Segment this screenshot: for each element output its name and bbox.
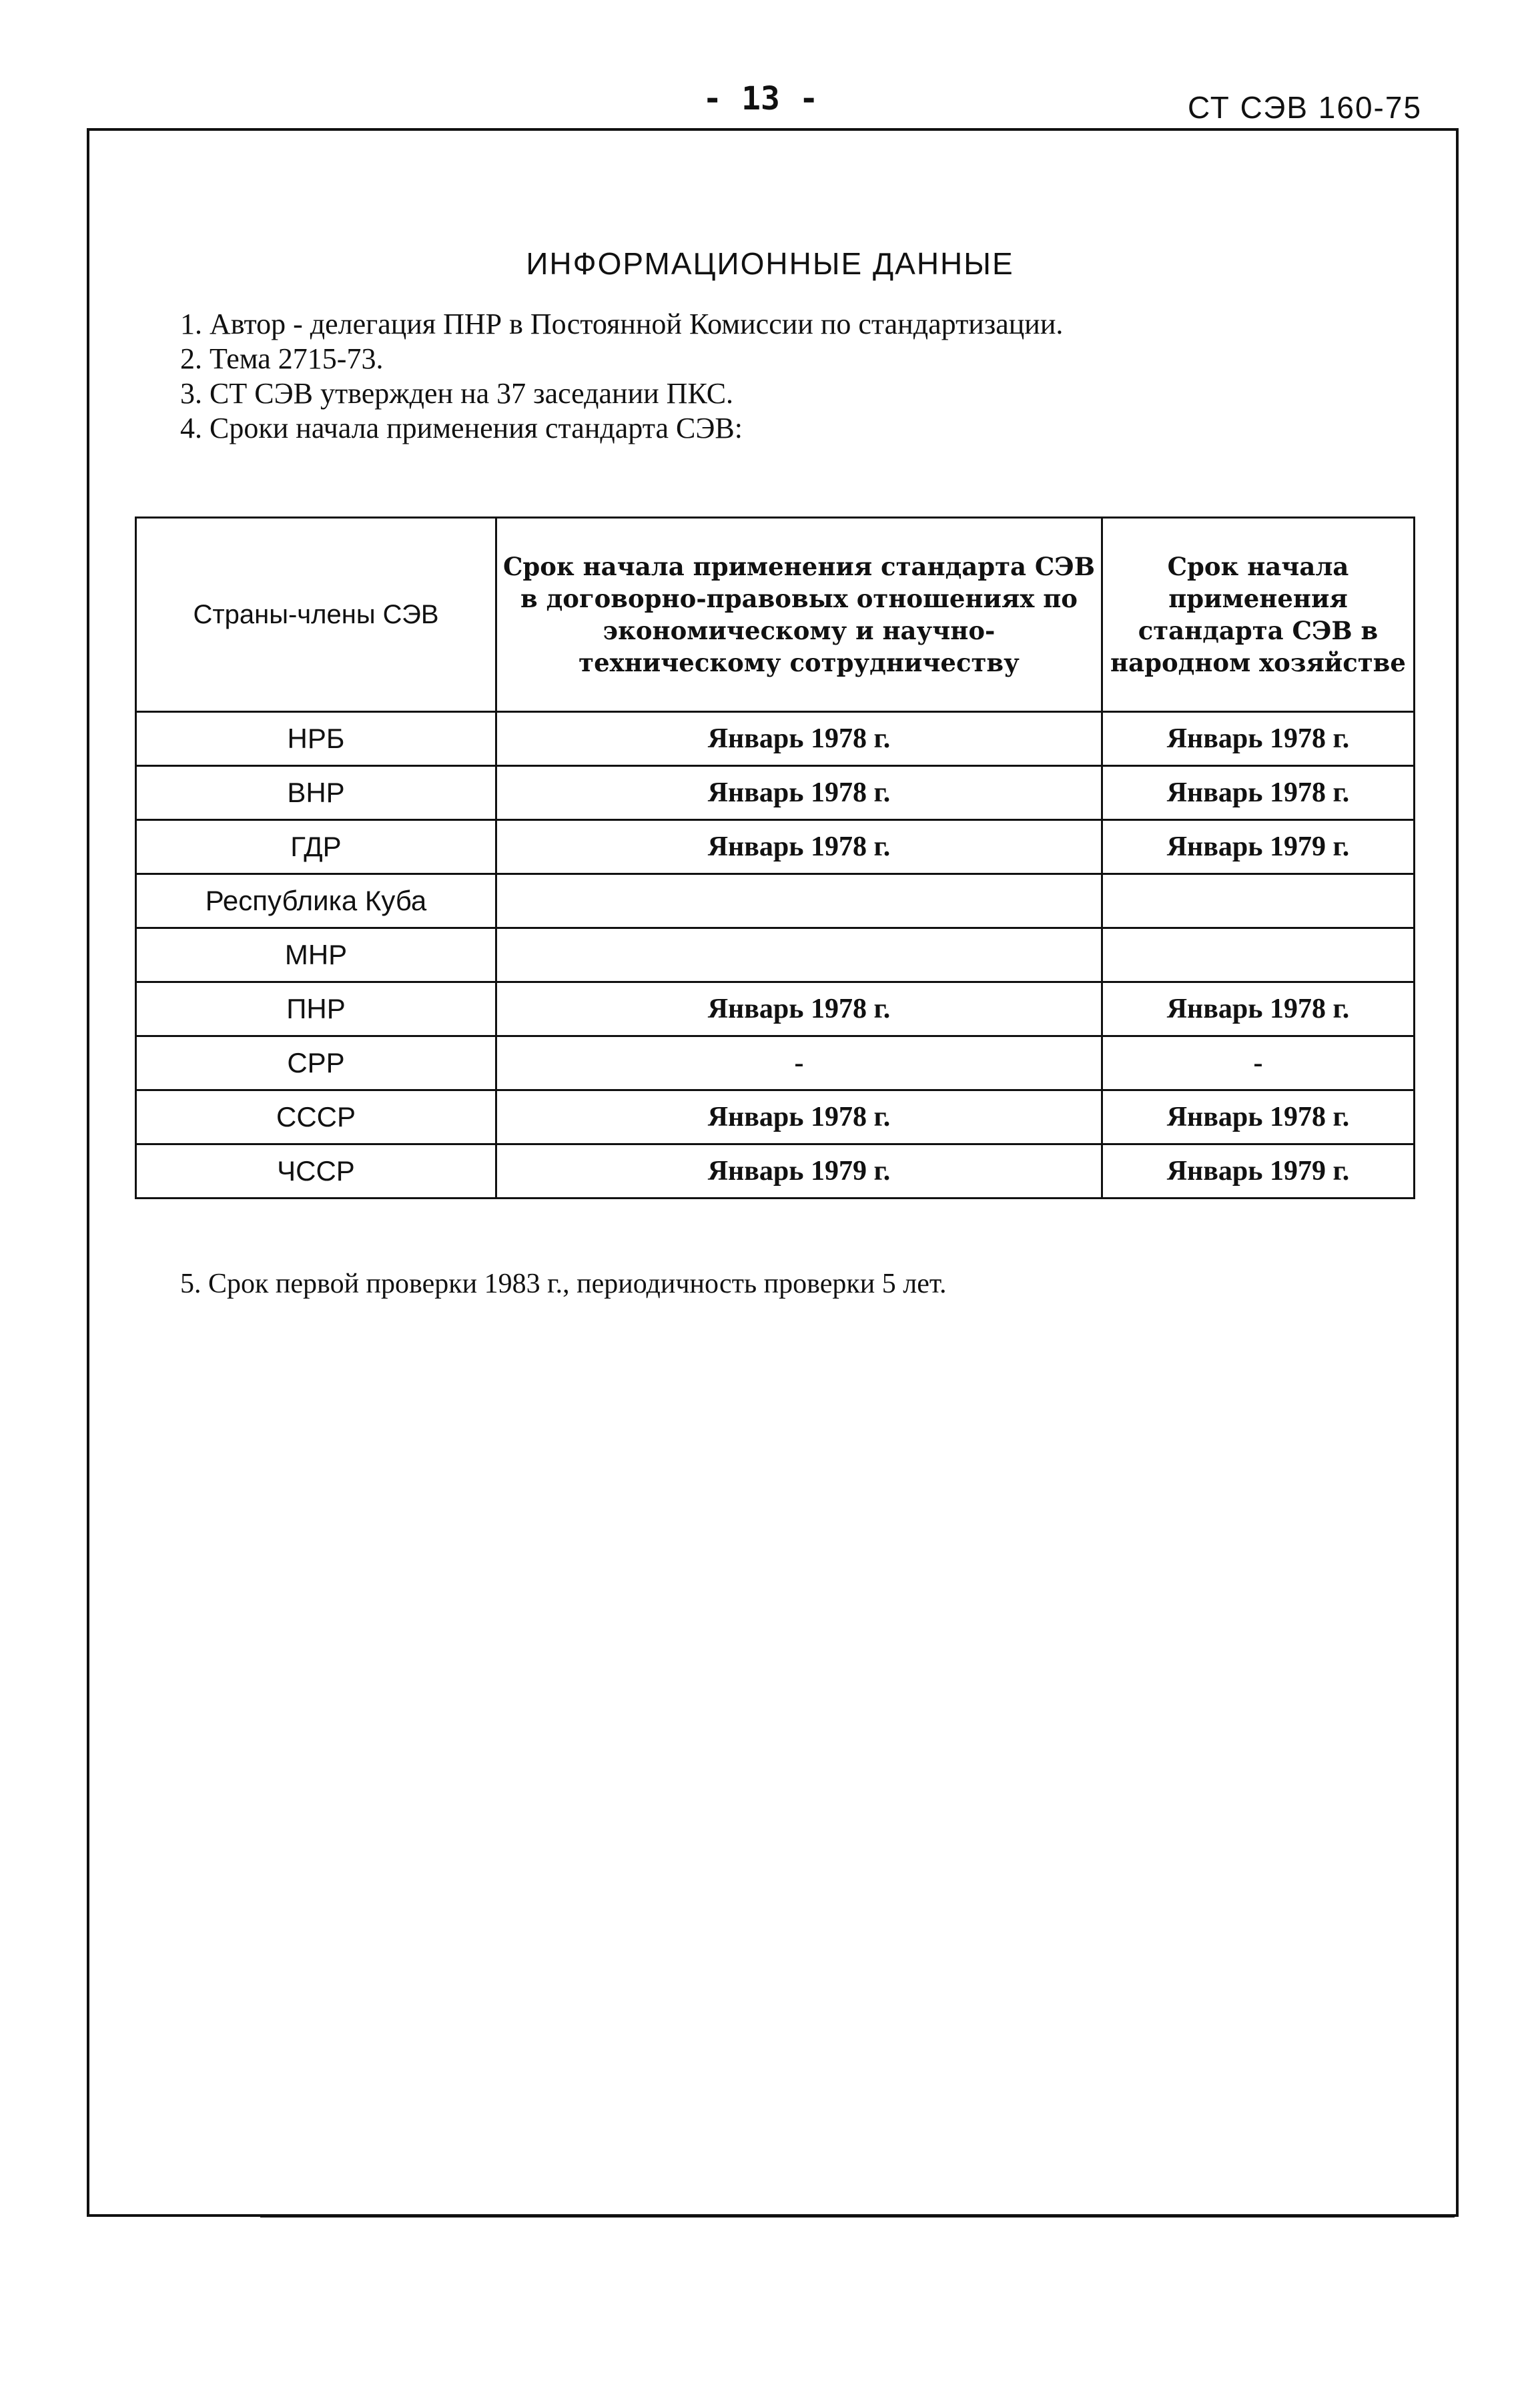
table-row xyxy=(136,766,1415,820)
table-header-row xyxy=(136,518,1415,712)
economy-date-cell: Январь 1978 г. xyxy=(1102,766,1415,820)
dates-table-wrapper xyxy=(135,517,1413,1199)
info-item-approval: 3. СТ СЭВ утвержден на 37 заседании ПКС. xyxy=(180,377,734,410)
page-title: ИНФОРМАЦИОННЫЕ ДАННЫЕ xyxy=(526,246,1014,281)
contract-date-cell xyxy=(496,874,1102,928)
economy-date-cell: Январь 1978 г. xyxy=(1102,712,1415,766)
contract-date-cell: Январь 1978 г. xyxy=(496,982,1102,1036)
info-item-dates: 4. Сроки начала применения стандарта СЭВ: xyxy=(180,412,743,444)
table-row xyxy=(136,1036,1415,1090)
header-contract-date: Срок начала применения стандарта СЭВ в договорно-правовых отношениях по экономическому и научно-техническому сотрудничеству xyxy=(496,518,1102,712)
header-economy-date: Срок начала применения стандарта СЭВ в народном хозяйстве xyxy=(1102,518,1415,712)
header-countries: Страны-члены СЭВ xyxy=(136,518,496,712)
economy-date-cell: Январь 1978 г. xyxy=(1102,982,1415,1036)
table-row xyxy=(136,982,1415,1036)
economy-date-cell: Январь 1979 г. xyxy=(1102,820,1415,874)
table-row xyxy=(136,874,1415,928)
bottom-rule xyxy=(260,2214,1455,2218)
country-cell: МНР xyxy=(136,928,496,982)
info-item-review: 5. Срок первой проверки 1983 г., периодичность проверки 5 лет. xyxy=(180,1269,947,1299)
info-list xyxy=(180,307,1063,446)
table-row xyxy=(136,1144,1415,1199)
page-number: - 13 - xyxy=(703,80,819,117)
country-cell: СССР xyxy=(136,1090,496,1144)
country-cell: НРБ xyxy=(136,712,496,766)
country-cell: ЧССР xyxy=(136,1144,496,1199)
contract-date-cell: - xyxy=(496,1036,1102,1090)
table-body xyxy=(136,712,1415,1199)
economy-date-cell xyxy=(1102,928,1415,982)
table-row xyxy=(136,1090,1415,1144)
contract-date-cell: Январь 1978 г. xyxy=(496,1090,1102,1144)
contract-date-cell: Январь 1978 г. xyxy=(496,820,1102,874)
country-cell: СРР xyxy=(136,1036,496,1090)
country-cell: ГДР xyxy=(136,820,496,874)
contract-date-cell xyxy=(496,928,1102,982)
country-cell: ПНР xyxy=(136,982,496,1036)
table-row xyxy=(136,712,1415,766)
economy-date-cell: - xyxy=(1102,1036,1415,1090)
contract-date-cell: Январь 1978 г. xyxy=(496,712,1102,766)
country-cell: Республика Куба xyxy=(136,874,496,928)
contract-date-cell: Январь 1978 г. xyxy=(496,766,1102,820)
dates-table xyxy=(135,517,1415,1199)
info-item-author: 1. Автор - делегация ПНР в Постоянной Комиссии по стандартизации. xyxy=(180,308,1064,340)
economy-date-cell: Январь 1978 г. xyxy=(1102,1090,1415,1144)
table-row xyxy=(136,928,1415,982)
economy-date-cell: Январь 1979 г. xyxy=(1102,1144,1415,1199)
info-item-topic: 2. Тема 2715-73. xyxy=(180,342,384,375)
table-row xyxy=(136,820,1415,874)
contract-date-cell: Январь 1979 г. xyxy=(496,1144,1102,1199)
document-code: СТ СЭВ 160-75 xyxy=(1188,90,1423,125)
economy-date-cell xyxy=(1102,874,1415,928)
country-cell: ВНР xyxy=(136,766,496,820)
